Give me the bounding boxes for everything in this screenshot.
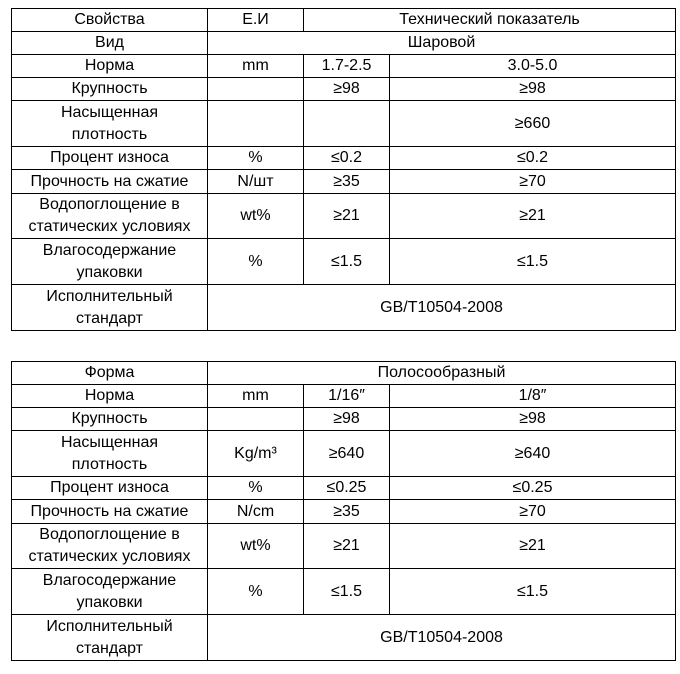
row-value-a: ≥98 xyxy=(304,78,390,101)
form-value: Полосообразный xyxy=(208,362,676,385)
standard-label-line1: Исполнительный xyxy=(46,617,173,635)
row-value-a: ≥21 xyxy=(304,194,390,239)
table-row xyxy=(12,55,676,78)
row-value-b: 1/8″ xyxy=(390,385,676,408)
row-value-b: 3.0-5.0 xyxy=(390,55,676,78)
row-value-a: ≥35 xyxy=(304,500,390,524)
row-label: Прочность на сжатие xyxy=(12,500,208,524)
row-label-line1: Влагосодержание xyxy=(42,571,177,589)
row-value-b: ≥660 xyxy=(390,101,676,147)
row-value-b: ≥21 xyxy=(390,524,676,569)
standard-label-line1: Исполнительный xyxy=(46,287,173,305)
row-value-a: 1/16″ xyxy=(304,385,390,408)
row-value-b: ≥640 xyxy=(390,431,676,477)
table-row xyxy=(12,32,676,55)
row-unit: N/шт xyxy=(208,170,304,194)
row-label-line2: статических условиях xyxy=(28,218,191,235)
row-label-line2: плотность xyxy=(71,125,148,143)
form-label: Форма xyxy=(12,362,208,385)
header-unit: Е.И xyxy=(208,9,304,32)
row-value-b: ≤0.25 xyxy=(390,477,676,500)
row-label-line2: статических условиях xyxy=(28,548,191,565)
row-label xyxy=(12,194,208,239)
header-tech: Технический показатель xyxy=(304,9,676,32)
row-value-a: ≤1.5 xyxy=(304,239,390,285)
row-unit: % xyxy=(208,239,304,285)
type-label: Вид xyxy=(12,32,208,55)
standard-label xyxy=(12,615,208,661)
row-label xyxy=(12,431,208,477)
row-label-line1: Влагосодержание xyxy=(42,241,177,259)
row-label: Процент износа xyxy=(12,147,208,170)
row-label xyxy=(12,569,208,615)
row-unit: mm xyxy=(208,55,304,78)
row-label-line1: Водопоглощение в xyxy=(39,526,180,543)
row-unit xyxy=(208,101,304,147)
table-row xyxy=(12,524,676,569)
row-label-line1: Насыщенная xyxy=(60,433,159,451)
row-value-b: ≥98 xyxy=(390,408,676,431)
table-row xyxy=(12,408,676,431)
table-row xyxy=(12,431,676,477)
table-row xyxy=(12,78,676,101)
standard-value: GB/T10504-2008 xyxy=(208,615,676,661)
row-unit xyxy=(208,408,304,431)
row-unit: wt% xyxy=(208,194,304,239)
row-value-a: ≤0.25 xyxy=(304,477,390,500)
standard-value: GB/T10504-2008 xyxy=(208,285,676,331)
row-value-a: ≥35 xyxy=(304,170,390,194)
table-row xyxy=(12,239,676,285)
table-row xyxy=(12,147,676,170)
row-value-a: ≤1.5 xyxy=(304,569,390,615)
row-value-b: ≥21 xyxy=(390,194,676,239)
row-label xyxy=(12,101,208,147)
row-value-b: ≤0.2 xyxy=(390,147,676,170)
row-label xyxy=(12,239,208,285)
type-value: Шаровой xyxy=(208,32,676,55)
row-unit: % xyxy=(208,147,304,170)
row-label xyxy=(12,524,208,569)
row-label: Процент износа xyxy=(12,477,208,500)
row-value-a: 1.7-2.5 xyxy=(304,55,390,78)
row-label-line2: упаковки xyxy=(76,263,143,281)
table-header-row xyxy=(12,362,676,385)
row-label: Норма xyxy=(12,55,208,78)
row-label-line2: плотность xyxy=(71,455,148,473)
strip-properties-table xyxy=(11,361,676,661)
row-unit: N/cm xyxy=(208,500,304,524)
row-value-a: ≥21 xyxy=(304,524,390,569)
table-row xyxy=(12,385,676,408)
standard-row xyxy=(12,285,676,331)
standard-row xyxy=(12,615,676,661)
standard-label-line2: стандарт xyxy=(76,639,143,657)
row-value-a: ≤0.2 xyxy=(304,147,390,170)
row-label-line2: упаковки xyxy=(76,593,143,611)
row-label-line1: Водопоглощение в xyxy=(39,196,180,213)
header-property: Свойства xyxy=(12,9,208,32)
row-value-a xyxy=(304,101,390,147)
table-row xyxy=(12,194,676,239)
row-unit: % xyxy=(208,477,304,500)
row-value-a: ≥640 xyxy=(304,431,390,477)
table-row xyxy=(12,170,676,194)
row-unit: mm xyxy=(208,385,304,408)
table-row xyxy=(12,500,676,524)
table-row xyxy=(12,569,676,615)
row-value-a: ≥98 xyxy=(304,408,390,431)
row-value-b: ≥70 xyxy=(390,500,676,524)
row-value-b: ≤1.5 xyxy=(390,239,676,285)
row-value-b: ≥70 xyxy=(390,170,676,194)
row-unit: wt% xyxy=(208,524,304,569)
row-value-b: ≤1.5 xyxy=(390,569,676,615)
row-label: Норма xyxy=(12,385,208,408)
table-header-row xyxy=(12,9,676,32)
standard-label-line2: стандарт xyxy=(76,309,143,327)
row-unit xyxy=(208,78,304,101)
row-unit: Kg/m³ xyxy=(208,431,304,477)
table-row xyxy=(12,477,676,500)
row-label: Прочность на сжатие xyxy=(12,170,208,194)
row-unit: % xyxy=(208,569,304,615)
row-value-b: ≥98 xyxy=(390,78,676,101)
table-row xyxy=(12,101,676,147)
standard-label xyxy=(12,285,208,331)
row-label: Крупность xyxy=(12,408,208,431)
spherical-properties-table xyxy=(11,8,676,331)
row-label: Крупность xyxy=(12,78,208,101)
row-label-line1: Насыщенная xyxy=(60,103,159,121)
